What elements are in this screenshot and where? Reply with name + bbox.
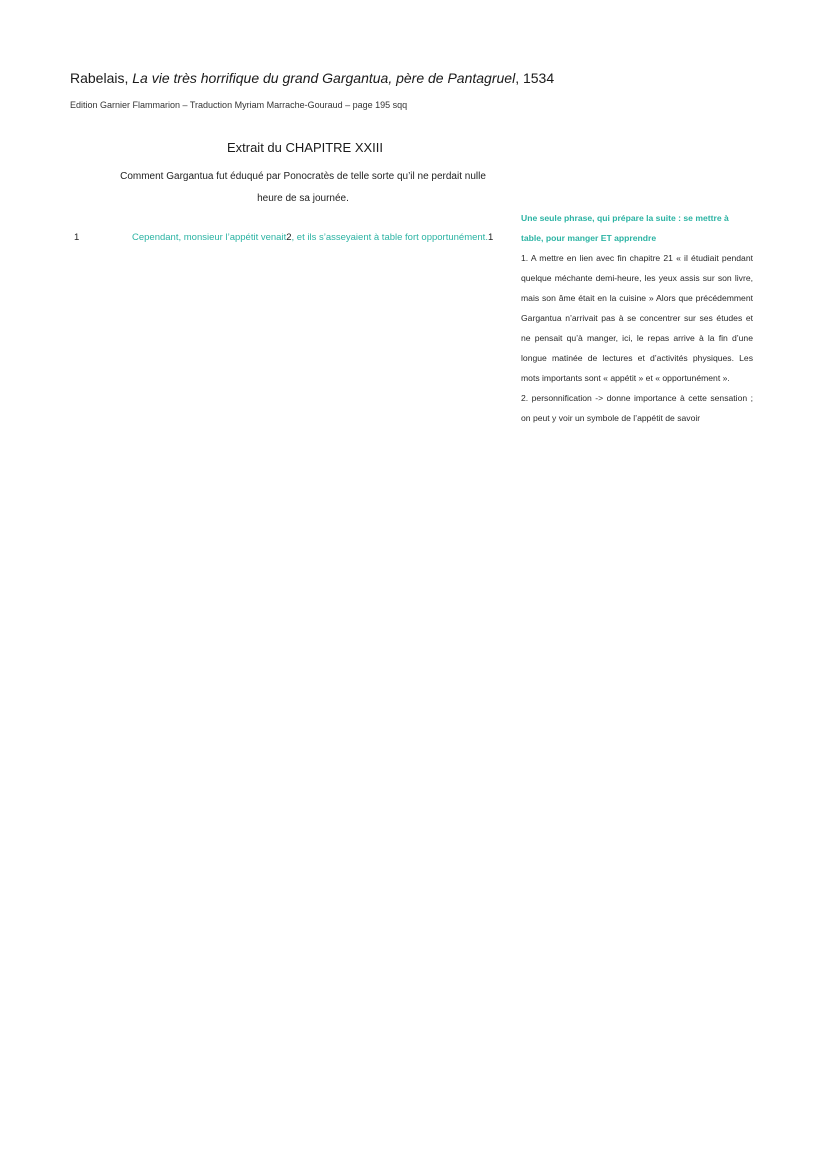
year: , 1534 [515,70,555,86]
note-reference-2: 2 [286,232,292,243]
note-2: 2. personnification -> donne importance à cette sensation ; on peut y voir un symbole de l’appétit de savoir [521,393,753,423]
excerpt-text [132,232,493,243]
chapter-heading: Extrait du CHAPITRE XXIII [226,140,384,155]
excerpt-part-1: Cependant, monsieur l’appétit venait [132,232,287,243]
document-title [70,70,554,86]
subtitle-line-2: heure de sa journée. [257,193,349,204]
note-reference-1: 1 [487,232,494,243]
subtitle-line-1: Comment Gargantua fut éduqué par Ponocratès de telle sorte qu’il ne perdait nulle [120,171,486,182]
author: Rabelais, [70,70,133,86]
notes-heading: Une seule phrase, qui prépare la suite : se mettre à table, pour manger ET apprendre [521,213,729,243]
chapter-subtitle [98,166,508,210]
work-title: La vie très horrifique du grand Gargantua, père de Pantagruel [132,70,516,86]
edition-info: Edition Garnier Flammarion – Traduction Myriam Marrache-Gouraud – page 195 sqq [70,100,408,110]
margin-notes [521,208,753,428]
note-1: 1. A mettre en lien avec fin chapitre 21 « il étudiait pendant quelque méchante demi-heure, les yeux assis sur son livre, mais son âme était en la cuisine » Alors que précédemment Gargantua n’arrivait pas à se concentrer sur ses études et ne pensait qu’à manger, ici, le repas arrive à la fin d’une longue matinée de lectures et d’activités physiques. Les mots importants sont « appétit » et « opportunément ». [521,253,753,383]
excerpt-part-2: , et ils s’asseyaient à table fort opportunément. [291,232,488,243]
line-number: 1 [74,232,80,243]
